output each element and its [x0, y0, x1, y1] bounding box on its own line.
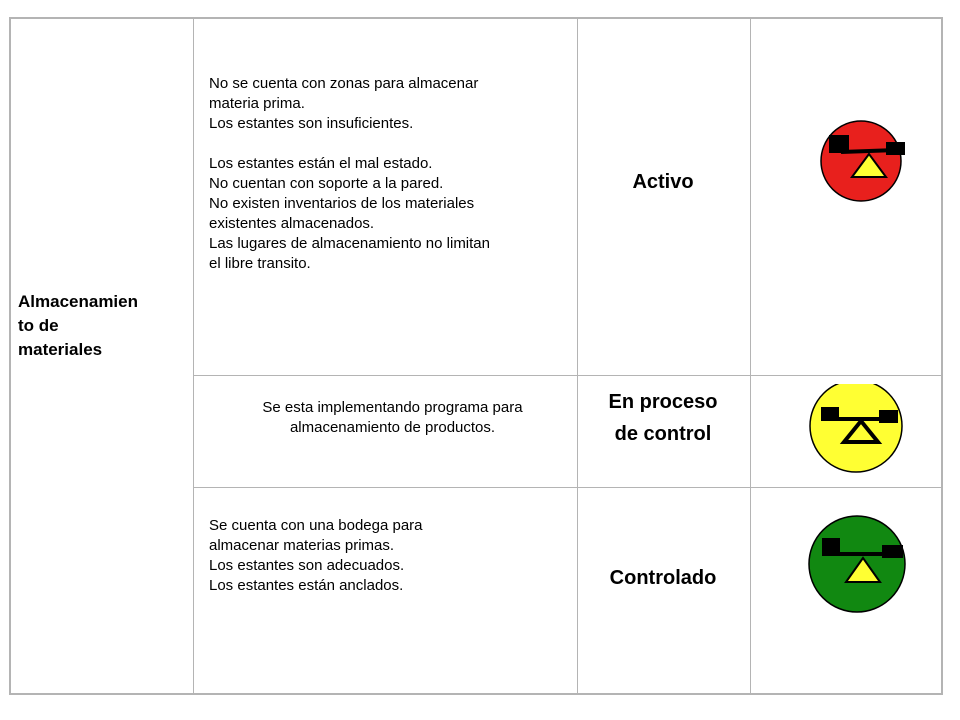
- status-line: En proceso: [608, 391, 718, 413]
- description-line: No se cuenta con zonas para almacenar: [209, 75, 479, 92]
- description-line: No cuentan con soporte a la pared.: [209, 175, 444, 192]
- description-line: [209, 134, 569, 154]
- row-2-status: [577, 386, 749, 450]
- row-3-status: Controlado: [609, 567, 717, 589]
- row-1-description: [209, 74, 569, 274]
- category-cell: [18, 290, 178, 362]
- status-line: de control: [614, 423, 712, 445]
- row-3-description: [209, 516, 569, 596]
- category-line: to de: [18, 316, 59, 335]
- description-line: almacenamiento de productos.: [289, 419, 496, 436]
- scale-icon: [806, 384, 906, 479]
- description-line: Las lugares de almacenamiento no limitan: [209, 235, 490, 252]
- description-line: Los estantes son adecuados.: [209, 557, 405, 574]
- row-divider: [194, 375, 941, 376]
- category-line: Almacenamien: [18, 292, 138, 311]
- description-line: materia prima.: [209, 95, 305, 112]
- column-divider: [193, 19, 194, 693]
- description-line: Los estantes son insuficientes.: [209, 115, 414, 132]
- indicator-circle: [809, 516, 905, 612]
- scale-icon: [806, 513, 908, 620]
- row-1-status: Activo: [632, 171, 694, 193]
- description-line: Los estantes están anclados.: [209, 577, 404, 594]
- description-line: almacenar materias primas.: [209, 537, 395, 554]
- description-line: el libre transito.: [209, 255, 311, 272]
- column-divider: [750, 19, 751, 693]
- category-line: materiales: [18, 340, 103, 359]
- scale-icon: [816, 115, 916, 208]
- description-line: No existen inventarios de los materiales: [209, 195, 475, 212]
- description-line: Se esta implementando programa para: [262, 399, 523, 416]
- row-2-description: [205, 398, 580, 438]
- description-line: Los estantes están el mal estado.: [209, 155, 433, 172]
- description-line: Se cuenta con una bodega para: [209, 517, 423, 534]
- description-line: existentes almacenados.: [209, 215, 375, 232]
- indicator-circle: [821, 121, 901, 201]
- row-divider: [194, 487, 941, 488]
